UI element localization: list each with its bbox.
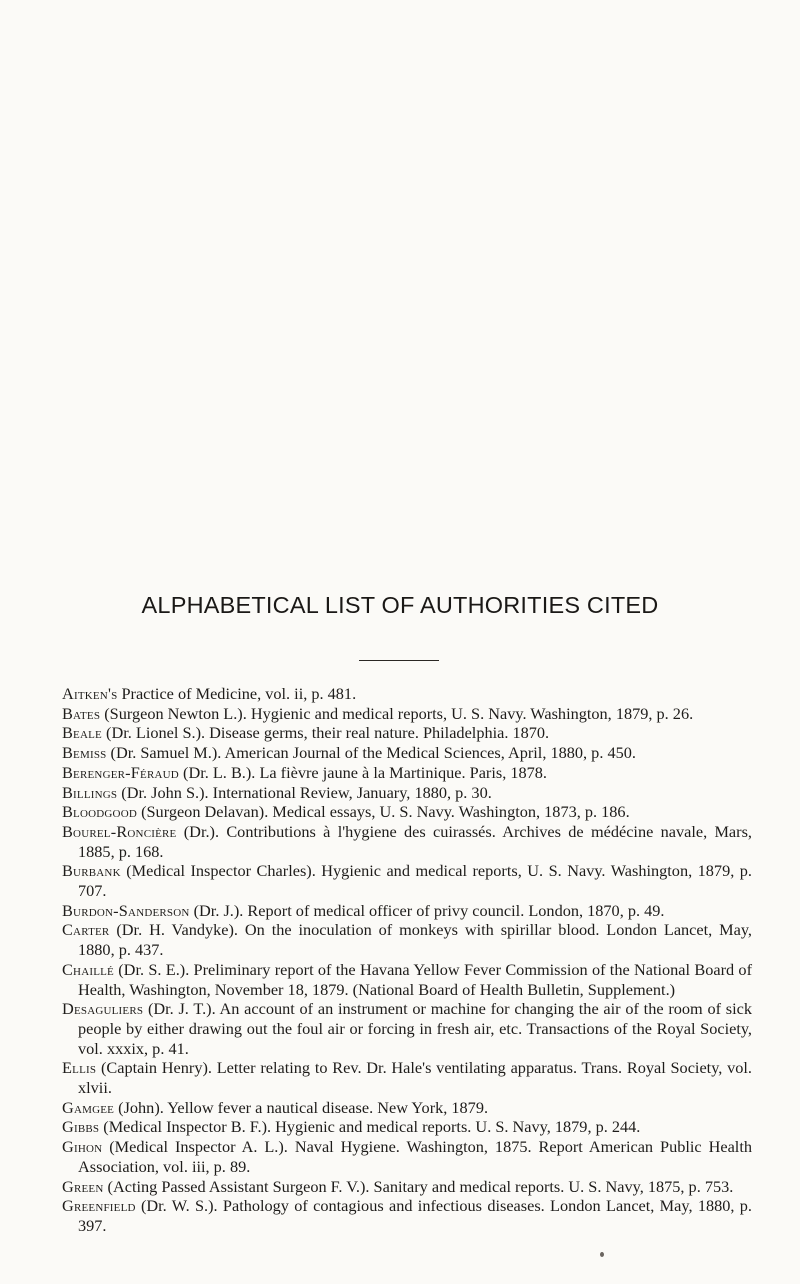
authorities-list [62, 684, 752, 1236]
entry-text: (Dr. H. Vandyke). On the inoculation of monkeys with spirillar blood. London Lancet, May, 1880, p. 437. [78, 920, 752, 960]
list-item [62, 723, 752, 743]
entry-author: Bloodgood [62, 802, 137, 822]
entry-author: Green [62, 1176, 104, 1196]
entry-text: (Medical Inspector A. L.). Naval Hygiene. Washington, 1875. Report American Public Health Association, vol. iii, p. 89. [78, 1137, 752, 1176]
entry-text: (Medical Inspector B. F.). Hygienic and medical reports. U. S. Navy, 1879, p. 244. [99, 1117, 641, 1137]
entry-text: (Dr. J. T.). An account of an instrument or machine for changing the air of the room of sick people by either drawing out the foul air or forcing in fresh air, etc. Transactions of the Royal Society, vol. xxxix, p. 41. [78, 999, 752, 1058]
entry-text: (John). Yellow fever a nautical disease. New York, 1879. [114, 1097, 489, 1117]
list-item [62, 1058, 752, 1097]
entry-author: Bemiss [62, 743, 107, 763]
entry-text: (Surgeon Delavan). Medical essays, U. S. Navy. Washington, 1873, p. 186. [137, 802, 630, 822]
list-item [62, 861, 752, 900]
title-divider [359, 660, 439, 661]
entry-text: (Dr. L. B.). La fièvre jaune à la Martinique. Paris, 1878. [178, 762, 547, 782]
list-item [62, 802, 752, 822]
list-item [62, 822, 752, 861]
entry-text: (Dr. S. E.). Preliminary report of the Havana Yellow Fever Commission of the National Board of Health, Washington, November 18, 1879. (National Board of Health Bulletin, Supplement.) [78, 959, 752, 999]
entry-author: Greenfield [62, 1196, 136, 1216]
entry-text: (Dr. Samuel M.). American Journal of the Medical Sciences, April, 1880, p. 450. [106, 743, 636, 763]
entry-author: Desaguliers [62, 999, 144, 1019]
list-item [62, 999, 752, 1058]
entry-author: Beale [62, 723, 102, 743]
list-item [62, 743, 752, 763]
entry-text: (Dr. W. S.). Pathology of contagious and infectious diseases. London Lancet, May, 1880, p. 397. [78, 1196, 752, 1235]
list-item [62, 1098, 752, 1118]
entry-text: (Captain Henry). Letter relating to Rev. Dr. Hale's ventilating apparatus. Trans. Royal Society, vol. xlvii. [78, 1058, 752, 1098]
entry-author: Burdon-Sanderson [62, 900, 190, 920]
entry-author: Bourel-Roncière [62, 821, 177, 841]
entry-author: Aitken's [62, 684, 118, 703]
entry-text: (Medical Inspector Charles). Hygienic and medical reports, U. S. Navy. Washington, 1879, p. 707. [78, 861, 752, 901]
entry-author: Gibbs [62, 1117, 100, 1137]
entry-text: (Dr. J.). Report of medical officer of privy council. London, 1870, p. 49. [189, 900, 665, 920]
list-item [62, 1137, 752, 1176]
scan-mark [600, 1252, 604, 1257]
list-item [62, 704, 752, 724]
list-item [62, 920, 752, 959]
entry-text: Practice of Medicine, vol. ii, p. 481. [117, 684, 357, 703]
list-item [62, 960, 752, 999]
entry-author: Bates [62, 703, 101, 723]
entry-author: Berenger-Féraud [62, 762, 179, 782]
entry-author: Chaillé [62, 959, 114, 979]
list-item [62, 1177, 752, 1197]
entry-author: Gamgee [62, 1097, 115, 1117]
entry-author: Ellis [62, 1058, 97, 1078]
list-item [62, 783, 752, 803]
list-item [62, 684, 752, 704]
list-item [62, 763, 752, 783]
entry-author: Billings [62, 782, 118, 802]
entry-author: Gihon [62, 1137, 103, 1157]
list-item [62, 901, 752, 921]
entry-author: Carter [62, 920, 110, 940]
entry-text: (Dr.). Contributions à l'hygiene des cuirassés. Archives de médécine navale, Mars, 1885, p. 168. [78, 821, 752, 861]
entry-text: (Dr. John S.). International Review, January, 1880, p. 30. [117, 782, 492, 802]
entry-text: (Surgeon Newton L.). Hygienic and medical reports, U. S. Navy. Washington, 1879, p. 26. [100, 703, 694, 723]
entry-text: (Acting Passed Assistant Surgeon F. V.). Sanitary and medical reports. U. S. Navy, 1875, p. 753. [103, 1176, 734, 1196]
entry-author: Burbank [62, 861, 121, 881]
list-item [62, 1196, 752, 1235]
list-item [62, 1117, 752, 1137]
page-title: ALPHABETICAL LIST OF AUTHORITIES CITED [141, 592, 659, 618]
entry-text: (Dr. Lionel S.). Disease germs, their real nature. Philadelphia. 1870. [101, 723, 550, 743]
